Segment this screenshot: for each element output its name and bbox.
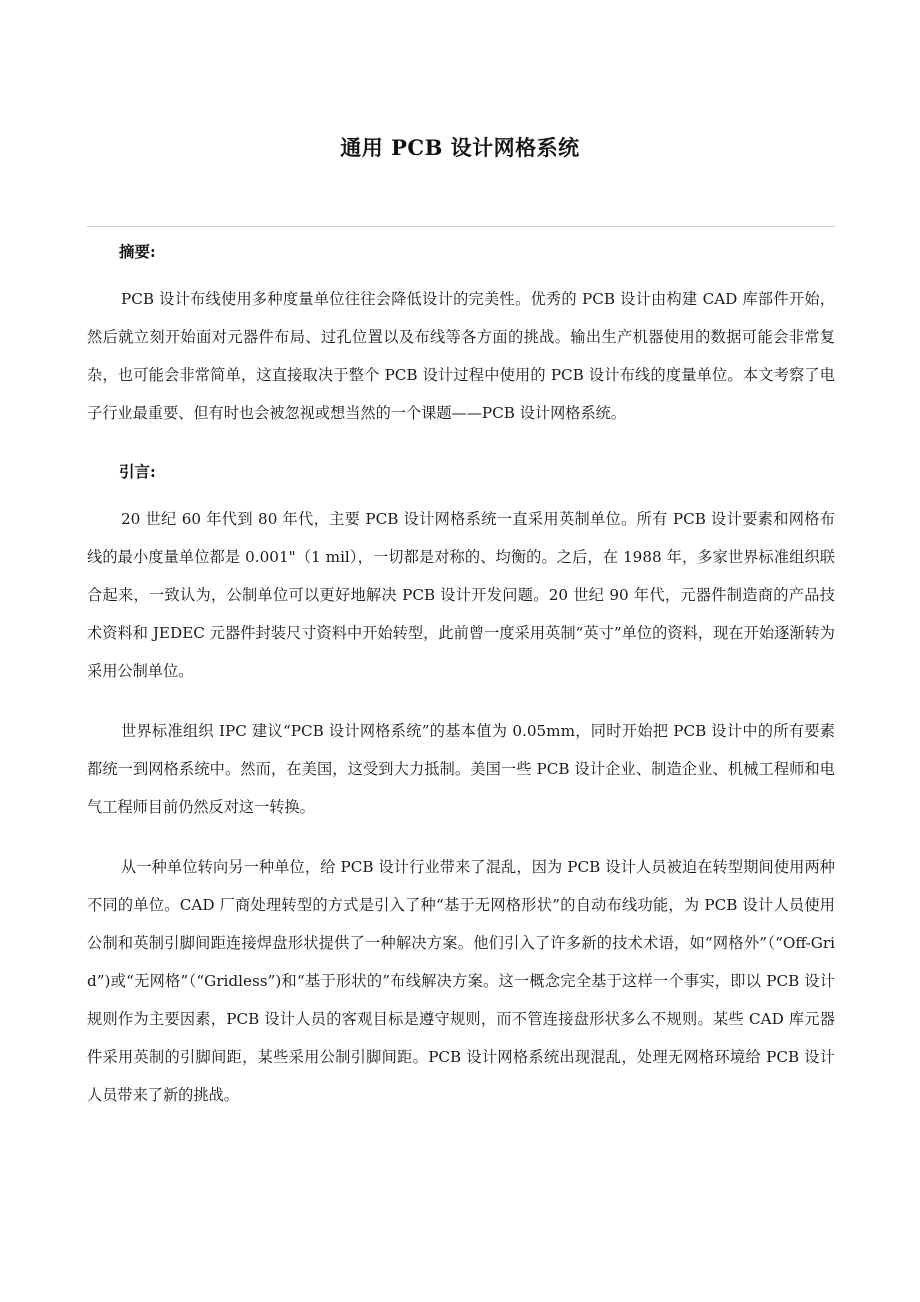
spacer bbox=[87, 432, 835, 458]
page-title: 通用 PCB 设计网格系统 bbox=[340, 135, 580, 161]
paragraph-intro-3: 从一种单位转向另一种单位，给 PCB 设计行业带来了混乱，因为 PCB 设计人员被迫在转型期间使用两种不同的单位。CAD 厂商处理转型的方式是引入了种“基于无网格形状”的自动布线功能，为 PCB 设计人员使用公制和英制引脚间距连接焊盘形状提供了一种解决方案。他们引入了许多新的技术术语，如“网格外”（“Off-Grid”)或“无网格”（“Gridless”)和“基于形状的”布线解决方案。这一概念完全基于这样一个事实，即以 PCB 设计规则作为主要因素，PCB 设计人员的客观目标是遵守规则，而不管连接盘形状多么不规则。某些 CAD 库元器件采用英制的引脚间距，某些采用公制引脚间距。PCB 设计网格系统出现混乱，处理无网格环境给 PCB 设计人员带来了新的挑战。 bbox=[87, 858, 835, 1104]
header-divider bbox=[87, 226, 835, 227]
section-abstract bbox=[87, 238, 835, 432]
spacer bbox=[87, 690, 835, 712]
paragraph-intro-2: 世界标准组织 IPC 建议“PCB 设计网格系统”的基本值为 0.05mm，同时开始把 PCB 设计中的所有要素都统一到网格系统中。然而，在美国，这受到大力抵制。美国一些 PCB 设计企业、制造企业、机械工程师和电气工程师目前仍然反对这一转换。 bbox=[87, 722, 835, 816]
spacer bbox=[87, 266, 835, 280]
spacer bbox=[87, 826, 835, 848]
section-heading-abstract: 摘要: bbox=[119, 242, 156, 261]
paragraph-abstract-1: PCB 设计布线使用多种度量单位往往会降低设计的完美性。优秀的 PCB 设计由构建 CAD 库部件开始，然后就立刻开始面对元器件布局、过孔位置以及布线等各方面的挑战。输出生产机器使用的数据可能会非常复杂，也可能会非常简单，这直接取决于整个 PCB 设计过程中使用的 PCB 设计布线的度量单位。本文考察了电子行业最重要、但有时也会被忽视或想当然的一个课题——PCB 设计网格系统。 bbox=[87, 290, 835, 422]
document-body bbox=[87, 238, 835, 1114]
section-introduction bbox=[87, 458, 835, 1114]
section-heading-introduction: 引言: bbox=[119, 462, 156, 481]
paragraph-intro-1: 20 世纪 60 年代到 80 年代，主要 PCB 设计网格系统一直采用英制单位。所有 PCB 设计要素和网格布线的最小度量单位都是 0.001"（1 mil），一切都是对称的、均衡的。之后，在 1988 年，多家世界标准组织联合起来，一致认为，公制单位可以更好地解决 PCB 设计开发问题。20 世纪 90 年代，元器件制造商的产品技术资料和 JEDEC 元器件封装尺寸资料中开始转型，此前曾一度采用英制“英寸”单位的资料，现在开始逐渐转为采用公制单位。 bbox=[87, 510, 835, 680]
spacer bbox=[87, 486, 835, 500]
